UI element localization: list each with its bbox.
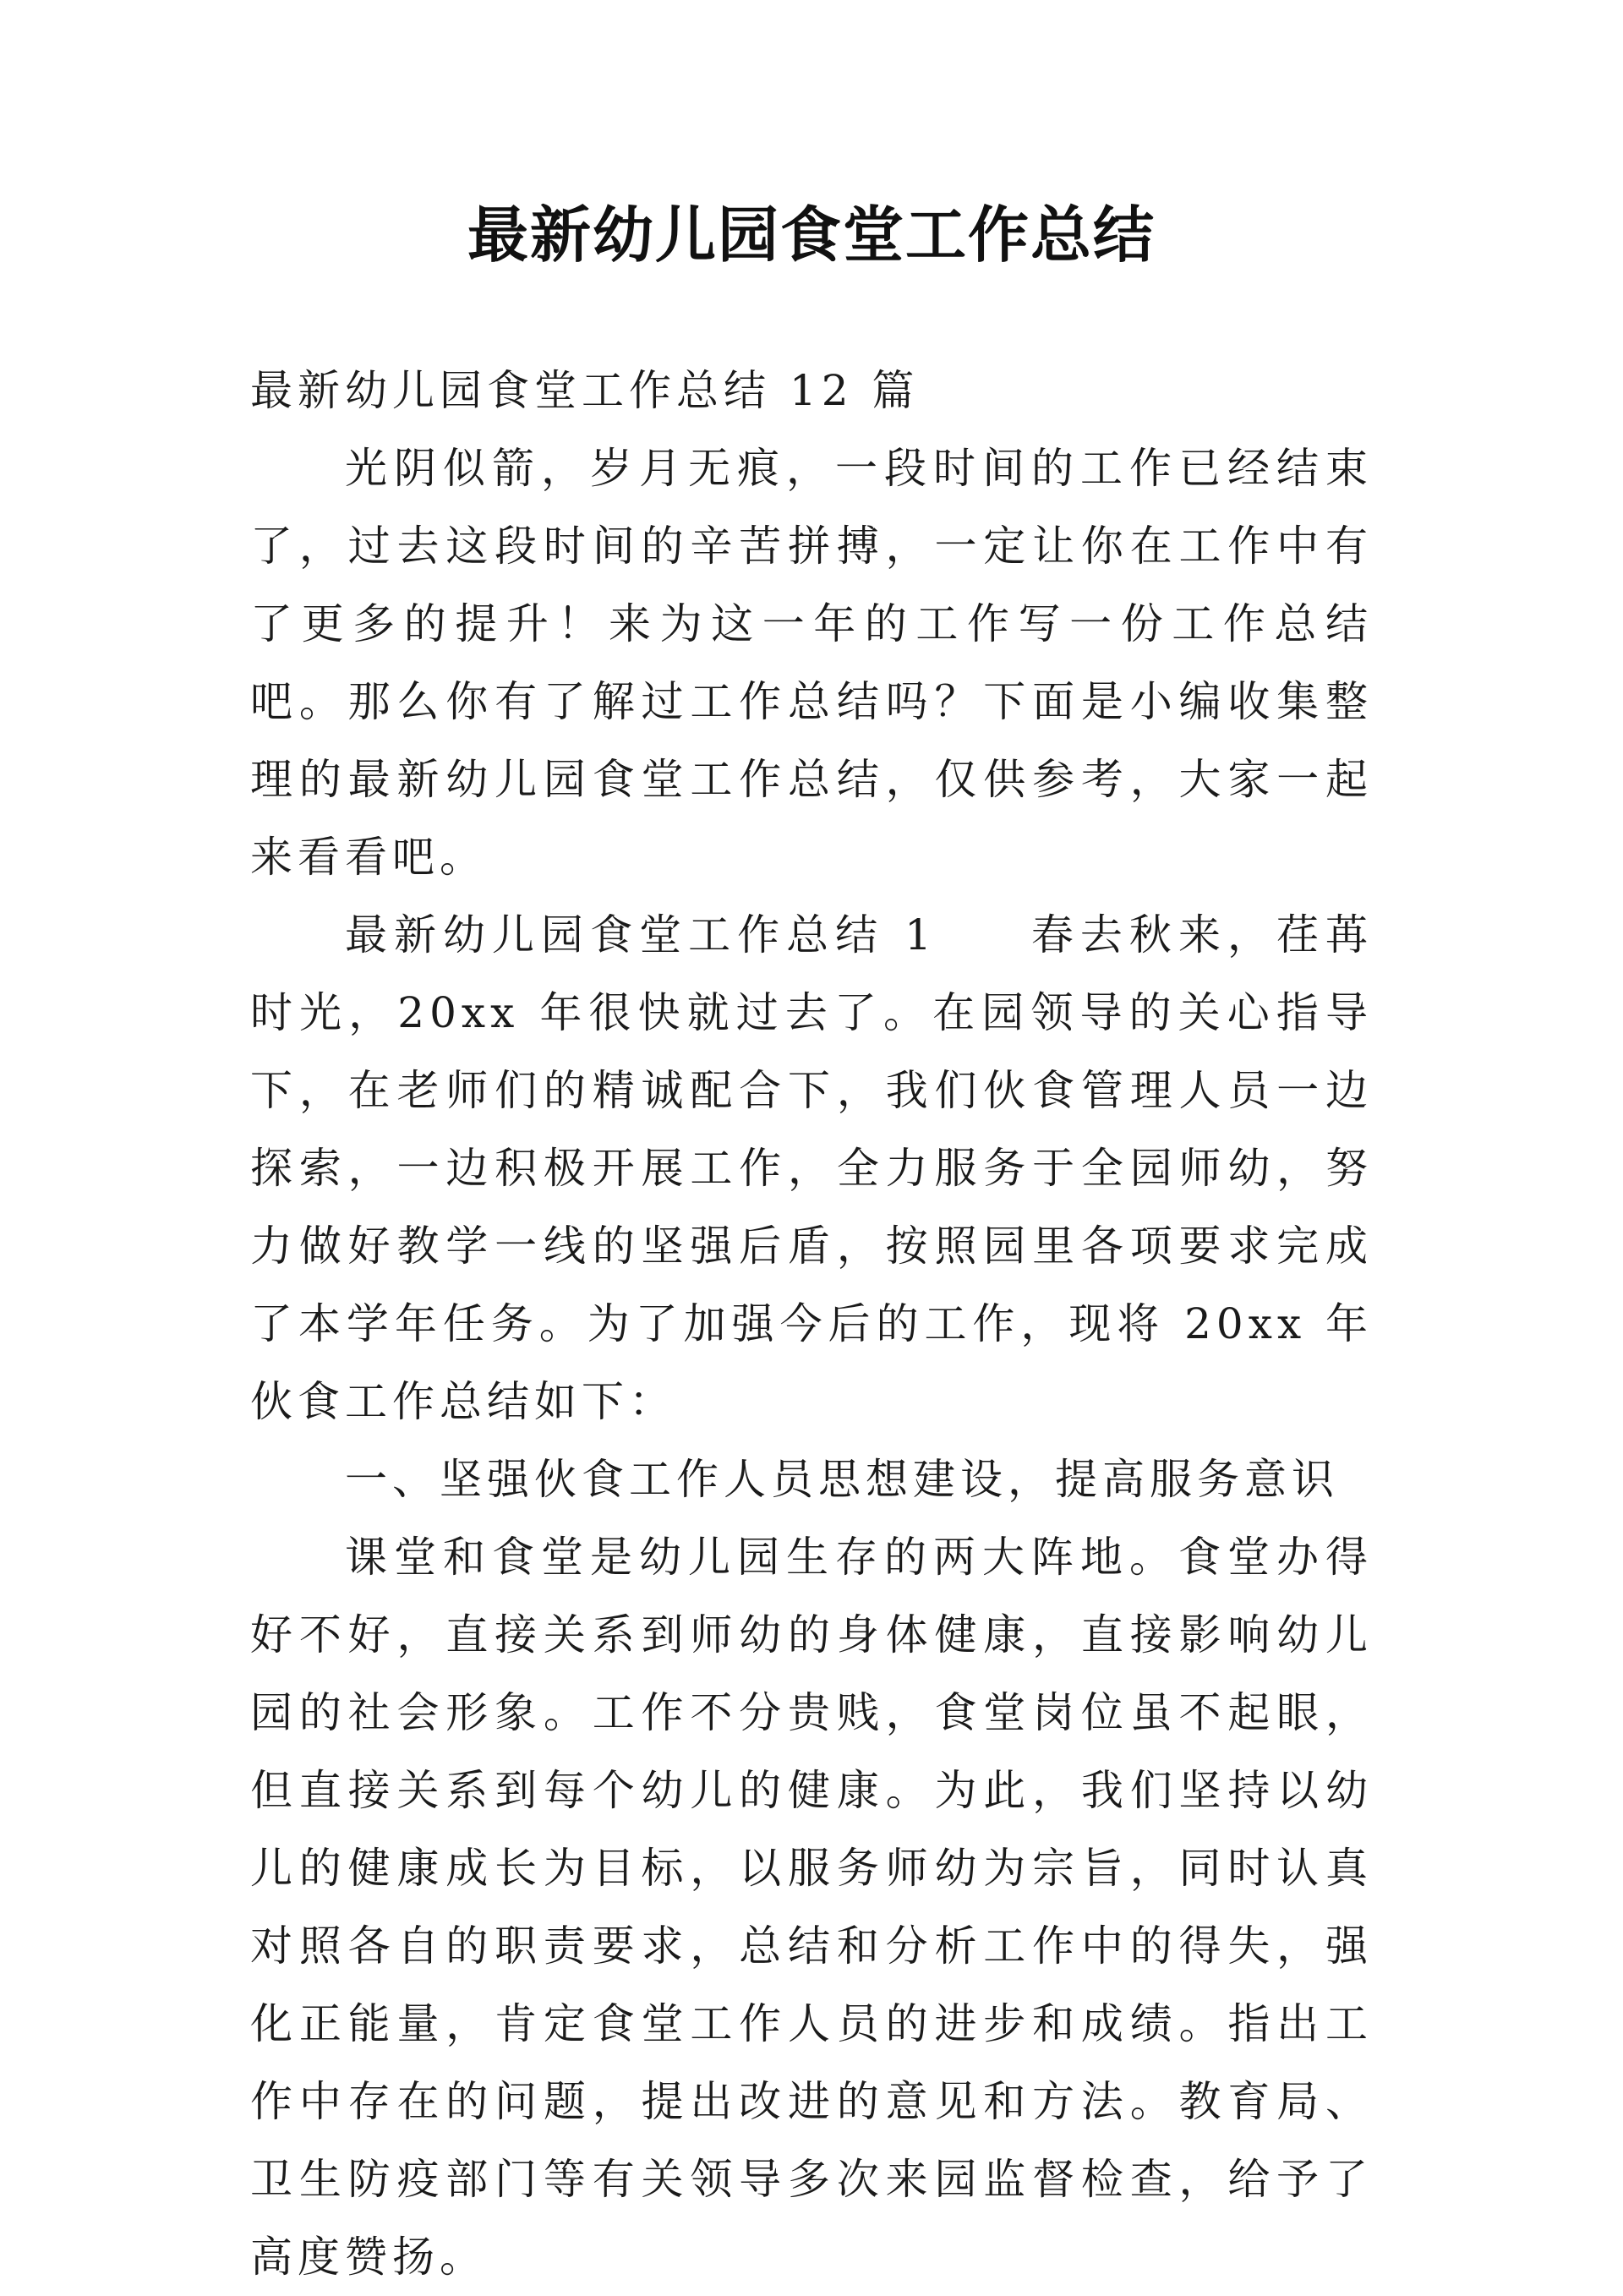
- document-subtitle: 最新幼儿园食堂工作总结 12 篇: [250, 366, 920, 415]
- section-1-heading: 最新幼儿园食堂工作总结 1: [345, 910, 937, 959]
- document-body: [250, 352, 1373, 2296]
- document-title: 最新幼儿园食堂工作总结: [467, 200, 1156, 271]
- point-1-paragraph: 课堂和食堂是幼儿园生存的两大阵地。食堂办得好不好，直接关系到师幼的身体健康，直接影响幼儿园的社会形象。工作不分贵贱，食堂岗位虽不起眼，但直接关系到每个幼儿的健康。为此，我们坚持以幼儿的健康成长为目标，以服务师幼为宗旨，同时认真对照各自的职责要求，总结和分析工作中的得失，强化正能量，肯定食堂工作人员的进步和成绩。指出工作中存在的问题，提出改进的意见和方法。教育局、卫生防疫部门等有关领导多次来园监督检查，给予了高度赞扬。: [250, 1533, 1373, 2282]
- section-1-paragraph: [250, 896, 1373, 1440]
- intro-paragraph: 光阴似箭，岁月无痕，一段时间的工作已经结束了，过去这段时间的辛苦拼搏，一定让你在工作中有了更多的提升！来为这一年的工作写一份工作总结吧。那么你有了解过工作总结吗？下面是小编收集整理的最新幼儿园食堂工作总结，仅供参考，大家一起来看看吧。: [250, 444, 1373, 882]
- point-1-heading: 一、坚强伙食工作人员思想建设，提高服务意识: [345, 1455, 1339, 1504]
- section-1-text: 春去秋来，荏苒时光，20xx 年很快就过去了。在园领导的关心指导下，在老师们的精诚配合下，我们伙食管理人员一边探索，一边积极开展工作，全力服务于全园师幼，努力做好教学一线的坚强后盾，按照园里各项要求完成了本学年任务。为了加强今后的工作，现将 20xx 年伙食工作总结如下：: [250, 910, 1373, 1426]
